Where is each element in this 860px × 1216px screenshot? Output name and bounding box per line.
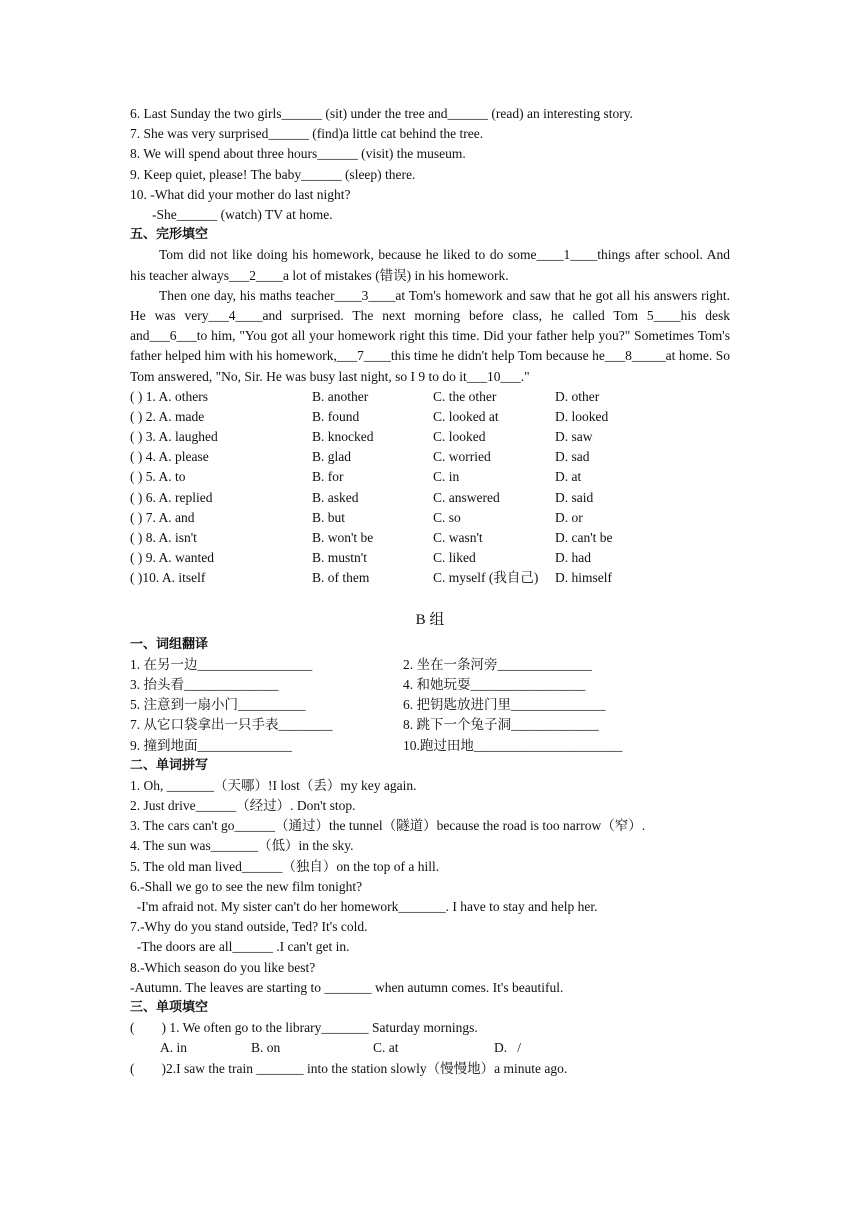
translation-row <box>130 675 730 695</box>
option-d: D. sad <box>555 449 590 465</box>
option-b: B. asked <box>312 489 359 505</box>
option-a: ( ) 2. A. made <box>130 408 205 424</box>
cloze-option-row <box>130 447 730 467</box>
translation-item: 6. 把钥匙放进门里______________ <box>403 697 606 713</box>
translation-item: 5. 注意到一扇小门__________ <box>130 697 306 713</box>
translation-item: 2. 坐在一条河旁______________ <box>403 656 592 672</box>
option-c: C. looked at <box>433 408 499 424</box>
translation-item: 1. 在另一边_________________ <box>130 656 313 672</box>
option-a: ( ) 1. A. others <box>130 388 208 404</box>
verb-question-7: 7. She was very surprised______ (find)a little cat behind the tree. <box>130 126 484 142</box>
cloze-heading: 五、完形填空 <box>130 227 209 243</box>
spelling-question: 2. Just drive______（经过）. Don't stop. <box>130 798 356 814</box>
cloze-option-row <box>130 427 730 447</box>
spelling-question: -The doors are all______ .I can't get in. <box>130 939 350 955</box>
option-b: B. but <box>312 509 346 525</box>
spelling-question: 5. The old man lived______（独自）on the top of a hill. <box>130 858 440 874</box>
option-c: C. answered <box>433 489 500 505</box>
option-a: ( ) 6. A. replied <box>130 489 213 505</box>
option-d: D. saw <box>555 429 593 445</box>
option-c: C. in <box>433 469 460 485</box>
cloze-paragraph-1: Tom did not like doing his homework, because he liked to do some____1____things after school. And his teacher always___2____a lot of mistakes (错误) in his homework. <box>130 247 730 283</box>
option-d: D. himself <box>555 570 612 586</box>
option-d: D. or <box>555 509 583 525</box>
option-d: D. / <box>494 1040 521 1056</box>
document-page <box>130 104 730 1079</box>
spelling-question: -Autumn. The leaves are starting to _______ when autumn comes. It's beautiful. <box>130 979 564 995</box>
cloze-options <box>130 387 730 589</box>
spelling-question: 3. The cars can't go______（通过）the tunnel（隧道）because the road is too narrow（窄）. <box>130 818 646 834</box>
spelling-question: 8.-Which season do you like best? <box>130 959 316 975</box>
translation-row <box>130 695 730 715</box>
translation-item: 4. 和她玩耍_________________ <box>403 676 586 692</box>
cloze-option-row <box>130 467 730 487</box>
cloze-option-row <box>130 568 730 588</box>
verb-question-10-answer: -She______ (watch) TV at home. <box>152 206 333 222</box>
spelling-list <box>130 776 730 998</box>
spelling-heading: 二、单词拼写 <box>130 757 209 773</box>
option-b: B. found <box>312 408 360 424</box>
spelling-question: -I'm afraid not. My sister can't do her homework_______. I have to stay and help her. <box>130 899 598 915</box>
option-c: C. myself (我自己) <box>433 570 539 586</box>
translation-item: 3. 抬头看______________ <box>130 676 279 692</box>
option-b: B. on <box>251 1040 281 1056</box>
cloze-option-row <box>130 548 730 568</box>
option-c: C. looked <box>433 429 486 445</box>
option-b: B. for <box>312 469 344 485</box>
translation-row <box>130 715 730 735</box>
translation-list <box>130 655 730 756</box>
option-c: C. liked <box>433 550 476 566</box>
translation-item: 10.跑过田地______________________ <box>403 737 623 753</box>
verb-exercise <box>130 104 730 225</box>
option-c: C. the other <box>433 388 497 404</box>
spelling-question: 1. Oh, _______（天哪）!I lost（丢）my key again. <box>130 777 417 793</box>
option-c: C. so <box>433 509 461 525</box>
single-choice-options <box>130 1038 730 1058</box>
option-d: D. other <box>555 388 600 404</box>
verb-question-6: 6. Last Sunday the two girls______ (sit) under the tree and______ (read) an interesting story. <box>130 106 634 121</box>
option-a: A. in <box>160 1040 187 1056</box>
option-a: ( ) 7. A. and <box>130 509 195 525</box>
option-d: D. had <box>555 550 591 566</box>
option-b: B. another <box>312 388 369 404</box>
option-c: C. at <box>373 1040 399 1056</box>
translation-heading: 一、词组翻译 <box>130 636 209 652</box>
single-choice-heading: 三、单项填空 <box>130 999 209 1015</box>
option-d: D. can't be <box>555 530 613 546</box>
verb-question-9: 9. Keep quiet, please! The baby______ (sleep) there. <box>130 166 416 182</box>
option-c: C. wasn't <box>433 530 483 546</box>
spelling-question: 6.-Shall we go to see the new film tonight? <box>130 878 363 894</box>
translation-item: 7. 从它口袋拿出一只手表________ <box>130 717 333 733</box>
option-b: B. glad <box>312 449 351 465</box>
single-choice-question-2: ( )2.I saw the train _______ into the station slowly（慢慢地）a minute ago. <box>130 1060 568 1076</box>
verb-question-10: 10. -What did your mother do last night? <box>130 186 351 202</box>
cloze-option-row <box>130 387 730 407</box>
option-d: D. looked <box>555 408 609 424</box>
spelling-question: 4. The sun was_______（低）in the sky. <box>130 838 354 854</box>
option-c: C. worried <box>433 449 491 465</box>
translation-row <box>130 655 730 675</box>
group-b-title: B 组 <box>415 611 445 628</box>
spelling-question: 7.-Why do you stand outside, Ted? It's cold. <box>130 919 368 935</box>
option-a: ( )10. A. itself <box>130 570 206 586</box>
cloze-option-row <box>130 407 730 427</box>
cloze-option-row <box>130 488 730 508</box>
verb-question-8: 8. We will spend about three hours______ (visit) the museum. <box>130 146 466 162</box>
cloze-paragraph-2: Then one day, his maths teacher____3____at Tom's homework and saw that he got all his answers right. He was very___4____and surprised. The next morning before class, he called Tom 5____his desk and___6___to him, "You got all your homework right this time. Did your father help you?" Sometimes Tom's father helped him with his homework,___7____this time he didn't help Tom because he___8_____at home. So Tom answered, "No, Sir. He was busy last night, so I 9 to do it___10___." <box>130 287 730 384</box>
option-b: B. of them <box>312 570 370 586</box>
translation-item: 8. 跳下一个兔子洞_____________ <box>403 717 599 733</box>
option-b: B. knocked <box>312 429 374 445</box>
option-b: B. won't be <box>312 530 374 546</box>
option-a: ( ) 4. A. please <box>130 449 209 465</box>
option-d: D. said <box>555 489 594 505</box>
translation-item: 9. 撞到地面______________ <box>130 737 292 753</box>
option-a: ( ) 3. A. laughed <box>130 429 218 445</box>
option-d: D. at <box>555 469 582 485</box>
option-a: ( ) 5. A. to <box>130 469 186 485</box>
single-choice-question-1: ( ) 1. We often go to the library_______ Saturday mornings. <box>130 1020 478 1036</box>
option-a: ( ) 8. A. isn't <box>130 530 197 546</box>
translation-row <box>130 736 730 756</box>
option-a: ( ) 9. A. wanted <box>130 550 214 566</box>
option-b: B. mustn't <box>312 550 367 566</box>
cloze-option-row <box>130 528 730 548</box>
cloze-option-row <box>130 508 730 528</box>
